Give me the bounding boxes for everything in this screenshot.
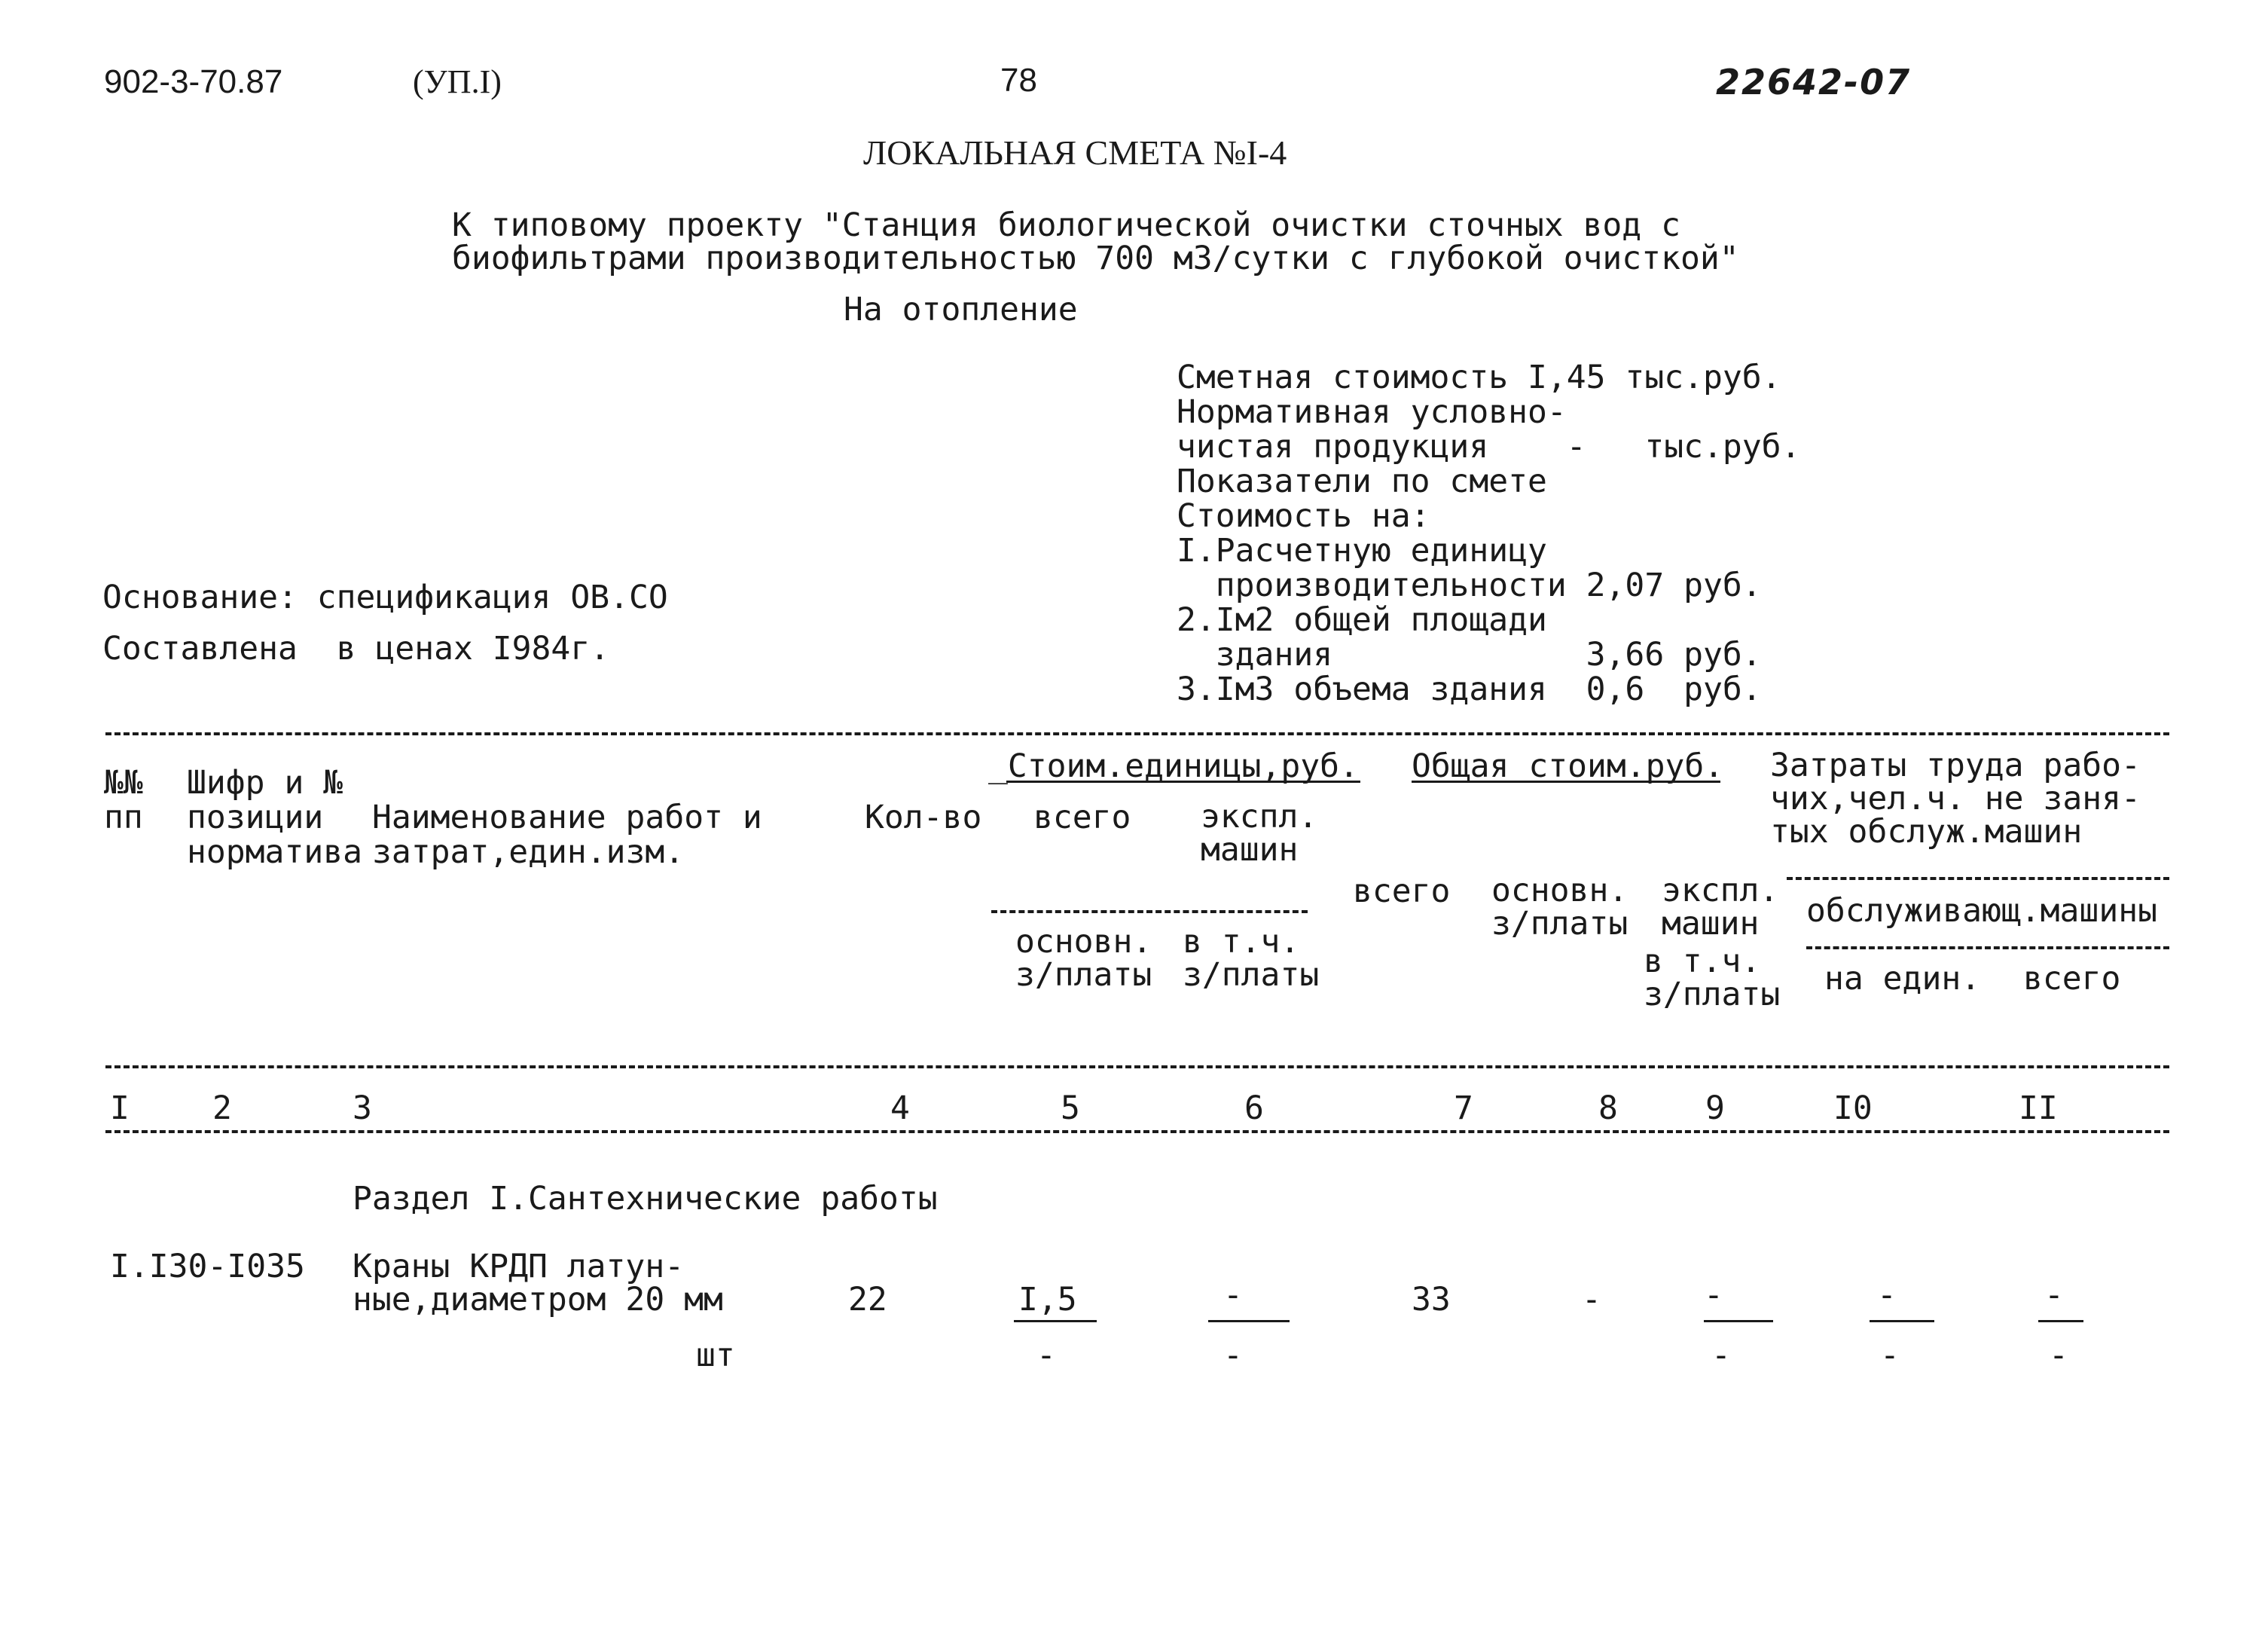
row-total: 33 — [1412, 1281, 1451, 1319]
header-col7: всего — [1353, 872, 1451, 910]
basis-text: Основание: спецификация ОВ.СО — [102, 579, 668, 616]
column-number: 9 — [1705, 1089, 1725, 1127]
subtitle-line-2: биофильтрами производительностью 700 м3/сутки с глубокой очисткой" — [452, 240, 1739, 277]
row-unit-total-sub: - — [1036, 1337, 1056, 1374]
header-labor-machine-rule — [1806, 946, 2169, 949]
column-number: 7 — [1454, 1089, 1473, 1127]
row-code: I.I30-I035 — [110, 1248, 305, 1285]
column-number: 3 — [353, 1089, 372, 1127]
header-unit-cost-group: _Стоим.единицы,руб. — [988, 747, 1359, 785]
summary-line-6: I.Расчетную единицу — [1177, 532, 1547, 570]
row-total-machine-sub: - — [1711, 1337, 1731, 1374]
header-labor-split-rule — [1787, 877, 2169, 880]
column-number: 2 — [212, 1089, 232, 1127]
column-number: 8 — [1598, 1089, 1618, 1127]
row-quantity: 22 — [848, 1281, 887, 1319]
column-number: 6 — [1244, 1089, 1264, 1127]
row-labor-unit-sub: - — [1880, 1337, 1900, 1374]
row-total-machine-underline — [1704, 1320, 1773, 1322]
summary-line-5: Стоимость на: — [1177, 497, 1430, 535]
header-col6-top: экспл. машин — [1201, 798, 1318, 869]
document-title: ЛОКАЛЬНАЯ СМЕТА №I-4 — [863, 133, 1287, 172]
row-name-line-1: Краны КРДП латун- — [353, 1248, 685, 1285]
row-unit-total: I,5 — [1018, 1281, 1077, 1319]
row-unit: шт — [696, 1337, 735, 1374]
column-numbers-rule — [105, 1130, 2169, 1133]
row-labor-total-sub: - — [2049, 1337, 2068, 1374]
handwritten-inventory-number: 22642-07 — [1716, 62, 1912, 102]
header-col-number: №№ пп — [104, 764, 143, 836]
row-unit-machine-underline — [1208, 1320, 1290, 1322]
row-unit-machine-sub: - — [1223, 1337, 1243, 1374]
header-col9-top: экспл. машин — [1662, 872, 1779, 943]
page-number: 78 — [1000, 62, 1037, 99]
row-name-line-2: ные,диаметром 20 мм — [353, 1281, 723, 1319]
header-col6-bottom: в т.ч. з/платы — [1183, 923, 1320, 994]
row-total-machine: - — [1704, 1276, 1723, 1314]
project-code: 902-3-70.87 — [104, 63, 283, 100]
column-number: 5 — [1061, 1089, 1080, 1127]
header-col9-bottom: в т.ч. з/платы — [1644, 943, 1781, 1013]
prices-text: Составлена в ценах I984г. — [102, 630, 610, 668]
album-code: (УП.I) — [413, 63, 502, 100]
summary-line-7: производительности 2,07 руб. — [1177, 567, 1762, 604]
section-title: Раздел I.Сантехнические работы — [353, 1180, 938, 1218]
row-unit-total-underline — [1014, 1320, 1097, 1322]
summary-line-10: 3.Iм3 объема здания 0,6 руб. — [1177, 671, 1762, 708]
summary-line-1: Сметная стоимость I,45 тыс.руб. — [1177, 359, 1781, 396]
summary-line-3: чистая продукция - тыс.руб. — [1177, 428, 1801, 466]
summary-line-9: здания 3,66 руб. — [1177, 636, 1762, 674]
row-labor-unit: - — [1877, 1276, 1897, 1314]
header-bottom-rule — [105, 1065, 2169, 1068]
header-col-name: Наименование работ и затрат,един.изм. — [372, 799, 762, 871]
header-labor-group: Затраты труда рабо- чих,чел.ч. не заня- тых обслуж.машин — [1770, 747, 2141, 851]
row-labor-total-underline — [2038, 1320, 2083, 1322]
header-unit-cost-split-rule — [991, 910, 1308, 913]
column-number: I0 — [1833, 1089, 1873, 1127]
row-unit-machine: - — [1223, 1276, 1243, 1314]
summary-line-8: 2.Iм2 общей площади — [1177, 601, 1547, 639]
row-total-base: - — [1582, 1281, 1601, 1319]
row-labor-unit-underline — [1870, 1320, 1934, 1322]
header-col-code: Шифр и № позиции норматива — [187, 764, 362, 871]
row-labor-total: - — [2044, 1276, 2064, 1314]
header-col5-bottom: основн. з/платы — [1015, 923, 1152, 994]
summary-line-2: Нормативная условно- — [1177, 393, 1567, 431]
column-number: II — [2019, 1089, 2058, 1127]
header-col11: всего — [2023, 960, 2121, 998]
header-total-cost-group: Общая стоим.руб. — [1412, 747, 1724, 785]
table-top-rule — [105, 732, 2169, 735]
header-labor-machine-group: обслуживающ.машины — [1806, 892, 2157, 930]
header-unit-cost-underline — [1006, 781, 1360, 783]
estimate-purpose: На отопление — [844, 291, 1078, 328]
header-col8: основн. з/платы — [1491, 872, 1629, 943]
header-col-quantity: Кол-во — [865, 799, 982, 836]
header-total-cost-underline — [1412, 781, 1720, 783]
subtitle-line-1: К типовому проекту "Станция биологической очистки сточных вод с — [452, 206, 1680, 244]
column-number: I — [110, 1089, 130, 1127]
column-number: 4 — [890, 1089, 910, 1127]
header-col10: на един. — [1824, 960, 1981, 998]
header-col5-top: всего — [1033, 799, 1131, 836]
summary-line-4: Показатели по смете — [1177, 463, 1547, 500]
